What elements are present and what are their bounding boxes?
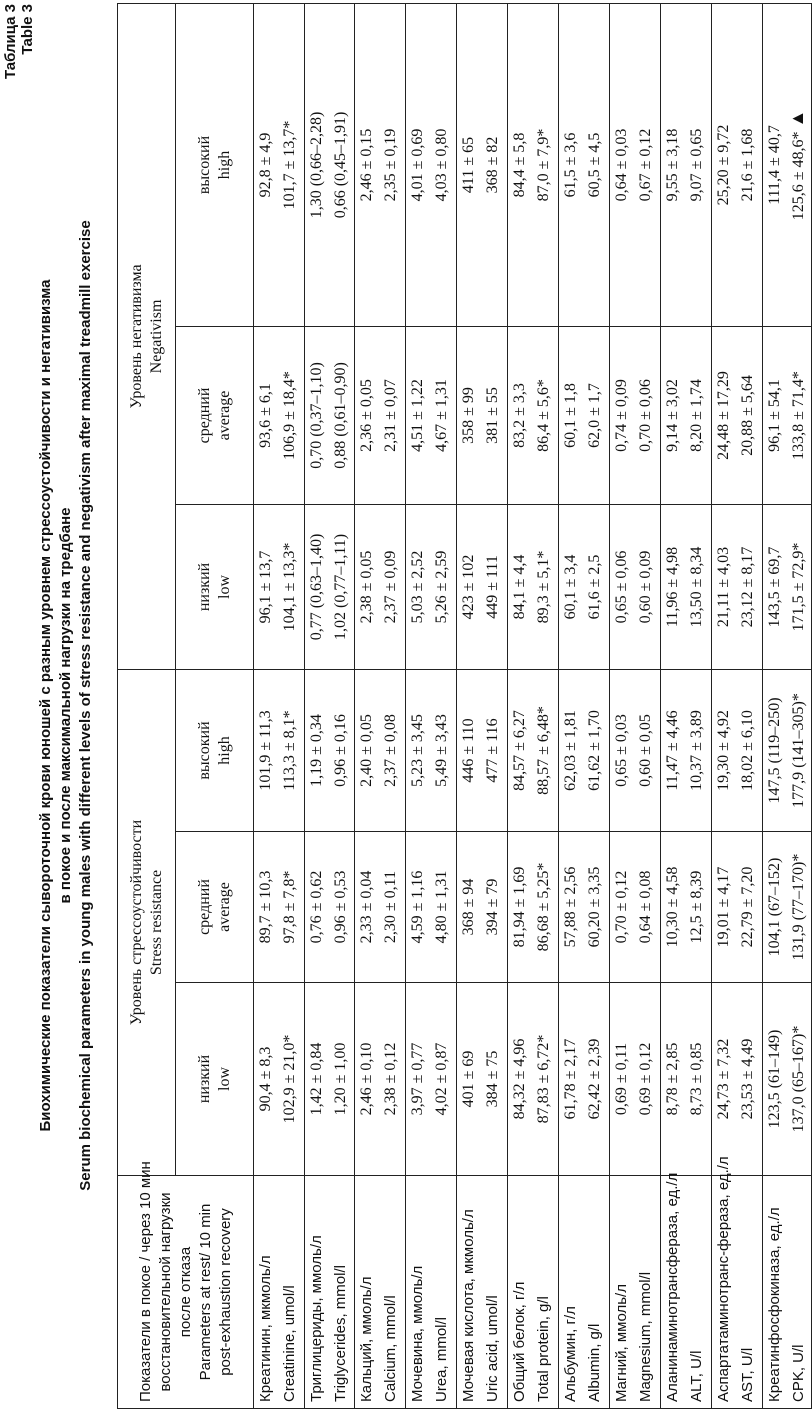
value-cell <box>661 669 712 831</box>
table-row <box>763 3 812 1408</box>
level-en: high <box>215 150 233 180</box>
value-at-rest: 0,76 ± 0,62 <box>308 870 325 944</box>
value-cell <box>559 326 610 504</box>
parameter-ru: Альбумин, г/л <box>562 1306 579 1402</box>
table-body <box>254 3 812 1408</box>
parameter-en: Albumin, g/l <box>586 1323 603 1402</box>
stress-header-en: Stress resistance <box>147 869 165 976</box>
value-after-recovery: 104,1 ± 13,3* <box>281 542 298 632</box>
value-cell <box>254 669 305 831</box>
value-cell <box>406 669 457 831</box>
value-cell <box>661 504 712 669</box>
value-cell <box>254 3 305 326</box>
value-cell <box>712 3 763 326</box>
caption-en: Serum biochemical parameters in young males with different levels of stress resistance and negativism after maximal treadmill exercise <box>77 220 94 1191</box>
value-after-recovery: 23,53 ± 4,49 <box>739 1038 756 1120</box>
value-at-rest: 358 ± 99 <box>460 387 477 444</box>
parameter-cell <box>712 1156 763 1409</box>
value-after-recovery: 101,7 ± 13,7* <box>281 120 298 210</box>
value-after-recovery: 60,5 ± 4,5 <box>586 132 603 198</box>
value-cell <box>406 504 457 669</box>
parameter-cell <box>763 1176 812 1409</box>
value-after-recovery: 12,5 ± 8,39 <box>688 870 705 944</box>
parameter-en: Total protein, g/l <box>535 1296 552 1402</box>
value-cell <box>305 504 355 669</box>
value-after-recovery: 61,6 ± 2,5 <box>586 554 603 620</box>
value-cell <box>763 326 812 504</box>
table-row <box>559 3 610 1408</box>
parameter-ru: Триглицериды, ммоль/л <box>308 1235 325 1402</box>
biochemical-table <box>117 3 812 1409</box>
value-cell <box>508 983 559 1176</box>
value-cell <box>661 832 712 983</box>
value-at-rest: 4,51 ± 1,22 <box>409 379 426 452</box>
value-after-recovery: 449 ± 111 <box>484 555 501 619</box>
value-after-recovery: 20,88 ± 5,64 <box>739 375 756 456</box>
level-en: low <box>215 1067 233 1091</box>
value-after-recovery: 4,67 ± 1,31 <box>433 379 450 452</box>
negativism-header <box>118 3 176 669</box>
value-at-rest: 84,4 ± 5,8 <box>511 132 528 198</box>
value-after-recovery: 106,9 ± 18,4* <box>281 371 298 460</box>
value-at-rest: 84,32 ± 4,96 <box>511 1038 528 1120</box>
value-cell <box>610 669 661 831</box>
value-cell <box>508 669 559 831</box>
table-row <box>457 3 508 1408</box>
table-row <box>712 3 763 1408</box>
value-cell <box>406 3 457 326</box>
value-after-recovery: 125,6 ± 48,6* <box>790 131 807 221</box>
neg-header-en: Negativism <box>147 299 165 374</box>
value-after-recovery: 394 ± 79 <box>484 878 501 936</box>
value-cell <box>355 3 406 326</box>
value-after-recovery: 171,5 ± 72,9* <box>790 542 807 632</box>
value-cell <box>712 326 763 504</box>
param-header-en-2: post-exhaustion recovery <box>216 1208 234 1376</box>
value-at-rest: 0,65 ± 0,03 <box>613 714 630 787</box>
parameter-cell <box>508 1176 559 1409</box>
value-at-rest: 81,94 ± 1,69 <box>511 866 528 948</box>
value-at-rest: 4,01 ± 0,69 <box>409 128 426 202</box>
value-after-recovery: 5,49 ± 3,43 <box>433 714 450 787</box>
value-after-recovery: 9,07 ± 0,65 <box>688 128 705 202</box>
value-at-rest: 96,1 ± 13,7 <box>257 550 274 624</box>
value-at-rest: 147,5 (119–250) <box>766 697 783 804</box>
value-at-rest: 84,57 ± 6,27 <box>511 710 528 791</box>
value-after-recovery: 13,50 ± 8,34 <box>688 546 705 628</box>
value-cell <box>610 504 661 669</box>
level-header <box>176 983 254 1176</box>
value-after-recovery: 62,42 ± 2,39 <box>586 1038 603 1120</box>
value-at-rest: 401 ± 69 <box>460 1050 477 1108</box>
value-cell <box>763 669 812 831</box>
parameter-ru: Мочевина, ммоль/л <box>409 1265 426 1402</box>
value-at-rest: 92,8 ± 4,9 <box>257 132 274 198</box>
value-at-rest: 143,5 ± 69,7 <box>766 546 783 628</box>
value-at-rest: 111,4 ± 40,7 <box>766 125 783 205</box>
level-ru: средний <box>195 387 213 444</box>
value-at-rest: 4,59 ± 1,16 <box>409 870 426 944</box>
value-at-rest: 0,70 ± 0,12 <box>613 870 630 944</box>
value-after-recovery: 2,35 ± 0,19 <box>382 128 399 202</box>
parameter-cell <box>355 1176 406 1409</box>
value-at-rest: 0,74 ± 0,09 <box>613 379 630 452</box>
value-at-rest: 2,36 ± 0,05 <box>358 379 375 452</box>
level-ru: низкий <box>195 1054 213 1104</box>
value-cell <box>305 3 355 326</box>
value-at-rest: 2,33 ± 0,04 <box>358 870 375 944</box>
stress-resistance-header <box>118 669 176 1175</box>
value-at-rest: 3,97 ± 0,77 <box>409 1042 426 1116</box>
value-cell <box>559 983 610 1176</box>
value-after-recovery: 0,88 (0,61–0,90) <box>332 362 349 469</box>
value-after-recovery: 113,3 ± 8,1* <box>281 710 298 791</box>
value-cell <box>763 983 812 1176</box>
value-at-rest: 5,23 ± 3,45 <box>409 714 426 787</box>
value-cell <box>305 832 355 983</box>
value-at-rest: 2,40 ± 0,05 <box>358 714 375 787</box>
neg-header-ru: Уровень негативизма <box>127 264 145 409</box>
parameter-en: Magnesium, mmol/l <box>637 1271 654 1402</box>
value-cell <box>406 326 457 504</box>
value-at-rest: 62,03 ± 1,81 <box>562 710 579 791</box>
value-cell <box>661 3 712 326</box>
value-after-recovery: 384 ± 75 <box>484 1050 501 1108</box>
value-at-rest: 11,47 ± 4,46 <box>664 710 681 791</box>
value-at-rest: 61,78 ± 2,17 <box>562 1038 579 1120</box>
parameter-cell <box>254 1176 305 1409</box>
value-cell <box>355 504 406 669</box>
caption-ru-line1: Биохимические показатели сывороточной крови юношей с разным уровнем стрессоустойчивости и негативизма <box>37 279 54 1132</box>
value-after-recovery: 477 ± 116 <box>484 718 501 783</box>
value-at-rest: 60,1 ± 3,4 <box>562 554 579 620</box>
value-at-rest: 9,55 ± 3,18 <box>664 128 681 202</box>
table-label <box>2 4 36 79</box>
value-at-rest: 0,77 (0,63–1,40) <box>308 533 325 641</box>
value-cell <box>355 983 406 1176</box>
value-cell <box>559 3 610 326</box>
table-row <box>406 3 457 1408</box>
value-after-recovery: 8,20 ± 1,74 <box>688 379 705 452</box>
table-row <box>254 3 305 1408</box>
caption-ru-line2: в покое и после максимальной нагрузки на тредбане <box>57 507 74 904</box>
value-at-rest: 0,65 ± 0,06 <box>613 550 630 624</box>
value-at-rest: 0,70 (0,37–1,10) <box>308 362 325 469</box>
value-at-rest: 104,1 (67–152) <box>766 857 783 957</box>
parameter-cell <box>610 1176 661 1409</box>
value-after-recovery: 8,73 ± 0,85 <box>688 1042 705 1116</box>
value-cell <box>610 832 661 983</box>
value-after-recovery: 0,66 (0,45–1,91) <box>332 111 349 219</box>
value-after-recovery: 2,37 ± 0,09 <box>382 550 399 624</box>
level-header <box>176 504 254 669</box>
value-cell <box>457 669 508 831</box>
value-after-recovery: 1,20 ± 1,00 <box>332 1042 349 1116</box>
value-at-rest: 1,30 (0,66–2,28) <box>308 111 325 219</box>
value-cell <box>763 504 812 669</box>
parameter-ru: Общий белок, г/л <box>511 1281 528 1402</box>
value-at-rest: 2,46 ± 0,10 <box>358 1042 375 1116</box>
value-cell <box>763 3 812 326</box>
value-at-rest: 11,96 ± 4,98 <box>664 546 681 628</box>
value-after-recovery: 0,96 ± 0,53 <box>332 870 349 944</box>
parameter-en: AST, U/l <box>739 1347 756 1402</box>
param-header-en-1: Parameters at rest/ 10 min <box>196 1203 214 1381</box>
value-after-recovery: 18,02 ± 6,10 <box>739 710 756 791</box>
value-at-rest: 0,64 ± 0,03 <box>613 128 630 202</box>
value-cell <box>712 504 763 669</box>
value-cell <box>254 504 305 669</box>
value-at-rest: 19,01 ± 4,17 <box>715 866 732 948</box>
value-after-recovery: 87,0 ± 7,9* <box>535 128 552 202</box>
value-at-rest: 2,38 ± 0,05 <box>358 550 375 624</box>
value-after-recovery: 97,8 ± 7,8* <box>281 870 298 944</box>
level-header <box>176 326 254 504</box>
value-after-recovery: 61,62 ± 1,70 <box>586 710 603 791</box>
value-after-recovery: 86,68 ± 5,25* <box>535 862 552 952</box>
value-at-rest: 446 ± 110 <box>460 718 477 783</box>
table-row <box>661 3 712 1408</box>
value-cell <box>661 326 712 504</box>
value-cell <box>712 832 763 983</box>
value-cell <box>305 669 355 831</box>
value-at-rest: 2,46 ± 0,15 <box>358 128 375 202</box>
value-at-rest: 83,2 ± 3,3 <box>511 383 528 448</box>
value-after-recovery: 2,31 ± 0,07 <box>382 379 399 452</box>
value-after-recovery: 21,6 ± 1,68 <box>739 128 756 202</box>
value-after-recovery: 368 ± 82 <box>484 136 501 194</box>
table-row <box>355 3 406 1408</box>
value-after-recovery: 0,64 ± 0,08 <box>637 870 654 944</box>
parameter-cell <box>559 1176 610 1409</box>
level-header <box>176 3 254 326</box>
value-after-recovery: 60,20 ± 3,35 <box>586 866 603 948</box>
value-after-recovery: 88,57 ± 6,48* <box>535 706 552 795</box>
param-header-ru-2: восстановительной нагрузки <box>156 1192 174 1392</box>
parameter-en: CPK, U/l <box>790 1344 807 1402</box>
value-at-rest: 9,14 ± 3,02 <box>664 379 681 452</box>
table-label-en: Table 3 <box>19 4 36 55</box>
level-en: average <box>215 882 233 932</box>
value-after-recovery: 86,4 ± 5,6* <box>535 379 552 452</box>
parameter-ru: Аланинаминотрансфераза, ед./л <box>664 1172 681 1402</box>
value-after-recovery: 102,9 ± 21,0* <box>281 1034 298 1124</box>
value-cell <box>406 983 457 1176</box>
value-at-rest: 101,9 ± 11,3 <box>257 710 274 791</box>
value-after-recovery: 177,9 (141–305)* <box>790 693 807 808</box>
param-header-ru-1: Показатели в покое / через 10 мин <box>136 1161 154 1402</box>
value-after-recovery: 0,67 ± 0,12 <box>637 128 654 202</box>
value-at-rest: 61,5 ± 3,6 <box>562 132 579 198</box>
value-cell <box>508 326 559 504</box>
value-cell <box>763 832 812 983</box>
value-cell <box>457 983 508 1176</box>
value-cell <box>457 3 508 326</box>
table-row <box>610 3 661 1408</box>
param-header <box>118 1161 254 1409</box>
value-at-rest: 84,1 ± 4,4 <box>511 554 528 620</box>
value-at-rest: 368 ± 94 <box>460 878 477 936</box>
value-cell <box>254 832 305 983</box>
value-at-rest: 123,5 (61–149) <box>766 1029 783 1129</box>
value-at-rest: 423 ± 102 <box>460 554 477 620</box>
value-cell <box>712 669 763 831</box>
value-after-recovery: 5,26 ± 2,59 <box>433 550 450 624</box>
value-cell <box>406 832 457 983</box>
value-at-rest: 21,11 ± 4,03 <box>715 546 732 628</box>
level-ru: высокий <box>195 135 213 195</box>
value-at-rest: 89,7 ± 10,3 <box>257 870 274 944</box>
value-at-rest: 1,19 ± 0,34 <box>308 714 325 787</box>
level-ru: средний <box>195 879 213 935</box>
value-at-rest: 411 ± 65 <box>460 136 477 194</box>
value-after-recovery: 10,37 ± 3,89 <box>688 710 705 791</box>
value-at-rest: 57,88 ± 2,56 <box>562 866 579 948</box>
value-at-rest: 10,30 ± 4,58 <box>664 866 681 948</box>
value-cell <box>305 983 355 1176</box>
value-at-rest: 96,1 ± 54,1 <box>766 379 783 452</box>
value-at-rest: 24,73 ± 7,32 <box>715 1038 732 1120</box>
value-after-recovery: 137,0 (65–167)* <box>790 1025 807 1133</box>
value-after-recovery: 4,02 ± 0,87 <box>433 1042 450 1116</box>
value-cell <box>508 3 559 326</box>
level-header <box>176 832 254 983</box>
table-row <box>305 3 355 1408</box>
value-cell <box>661 983 712 1176</box>
value-at-rest: 19,30 ± 4,92 <box>715 710 732 791</box>
parameter-ru: Креатинфосфокиназа, ед./л <box>766 1207 783 1402</box>
value-after-recovery: 2,30 ± 0,11 <box>382 870 399 944</box>
value-cell <box>305 326 355 504</box>
value-after-recovery: 0,69 ± 0,12 <box>637 1042 654 1116</box>
value-after-recovery: 4,03 ± 0,80 <box>433 128 450 202</box>
stress-header-ru: Уровень стрессоустойчивости <box>127 819 145 1026</box>
value-at-rest: 5,03 ± 2,52 <box>409 550 426 624</box>
value-cell <box>355 669 406 831</box>
value-after-recovery: 381 ± 55 <box>484 387 501 444</box>
parameter-ru: Креатинин, мкмоль/л <box>257 1255 274 1402</box>
parameter-cell <box>305 1176 355 1409</box>
value-after-recovery: 23,12 ± 8,17 <box>739 546 756 628</box>
value-cell <box>559 669 610 831</box>
value-after-recovery: 0,96 ± 0,16 <box>332 714 349 787</box>
value-after-recovery: 0,60 ± 0,05 <box>637 714 654 787</box>
value-cell <box>457 504 508 669</box>
value-cell <box>610 326 661 504</box>
value-cell <box>355 326 406 504</box>
value-cell <box>610 3 661 326</box>
value-cell <box>559 504 610 669</box>
table-label-ru: Таблица 3 <box>2 4 19 80</box>
parameter-en: Calcium, mmol/l <box>382 1295 399 1402</box>
parameter-ru: Магний, ммоль/л <box>613 1284 630 1402</box>
value-at-rest: 0,69 ± 0,11 <box>613 1042 630 1116</box>
parameter-cell <box>661 1172 712 1409</box>
parameter-cell <box>406 1176 457 1409</box>
value-at-rest: 60,1 ± 1,8 <box>562 383 579 448</box>
value-at-rest: 24,48 ± 17,29 <box>715 371 732 460</box>
parameter-en: Uric acid, umol/l <box>484 1295 501 1402</box>
level-en: low <box>215 574 233 599</box>
value-after-recovery: 2,37 ± 0,08 <box>382 714 399 787</box>
value-cell <box>559 832 610 983</box>
value-cell <box>254 983 305 1176</box>
level-ru: высокий <box>195 721 213 780</box>
value-after-recovery: 22,79 ± 7,20 <box>739 866 756 948</box>
level-ru: низкий <box>195 562 213 612</box>
value-after-recovery: 87,83 ± 6,72* <box>535 1034 552 1124</box>
value-at-rest: 8,78 ± 2,85 <box>664 1042 681 1116</box>
level-en: high <box>215 736 233 765</box>
value-cell <box>457 832 508 983</box>
value-after-recovery: 0,70 ± 0,06 <box>637 379 654 452</box>
value-after-recovery: 0,60 ± 0,09 <box>637 550 654 624</box>
parameter-ru: Аспартатаминотранс-фераза, ед./л <box>715 1156 732 1402</box>
value-after-recovery: 1,02 (0,77–1,11) <box>332 533 349 640</box>
parameter-ru: Мочевая кислота, мкмоль/л <box>460 1209 477 1402</box>
value-after-recovery: 4,80 ± 1,31 <box>433 870 450 944</box>
level-en: average <box>215 390 233 441</box>
value-cell <box>355 832 406 983</box>
value-after-recovery: 133,8 ± 71,4* <box>790 371 807 460</box>
continue-mark-icon: ▲ <box>787 109 807 128</box>
value-at-rest: 1,42 ± 0,84 <box>308 1042 325 1116</box>
parameter-en: Creatinine, umol/l <box>281 1285 298 1402</box>
value-after-recovery: 2,38 ± 0,12 <box>382 1042 399 1116</box>
parameter-ru: Кальций, ммоль/л <box>358 1276 375 1402</box>
value-after-recovery: 89,3 ± 5,1* <box>535 550 552 624</box>
parameter-cell <box>457 1176 508 1409</box>
table-caption <box>36 0 96 1411</box>
value-cell <box>457 326 508 504</box>
value-after-recovery: 62,0 ± 1,7 <box>586 383 603 448</box>
value-at-rest: 93,6 ± 6,1 <box>257 383 274 448</box>
value-cell <box>712 983 763 1176</box>
parameter-en: Urea, mmol/l <box>433 1316 450 1402</box>
value-after-recovery: 131,9 (77–170)* <box>790 853 807 961</box>
value-at-rest: 90,4 ± 8,3 <box>257 1046 274 1112</box>
parameter-en: ALT, U/l <box>688 1350 705 1402</box>
level-header <box>176 669 254 831</box>
param-header-ru-3: после отказа <box>176 1246 194 1338</box>
value-at-rest: 25,20 ± 9,72 <box>715 124 732 206</box>
value-cell <box>508 504 559 669</box>
parameter-en: Triglycerides, mmol/l <box>332 1265 349 1402</box>
table-row <box>508 3 559 1408</box>
value-cell <box>508 832 559 983</box>
value-cell <box>610 983 661 1176</box>
value-cell <box>254 326 305 504</box>
